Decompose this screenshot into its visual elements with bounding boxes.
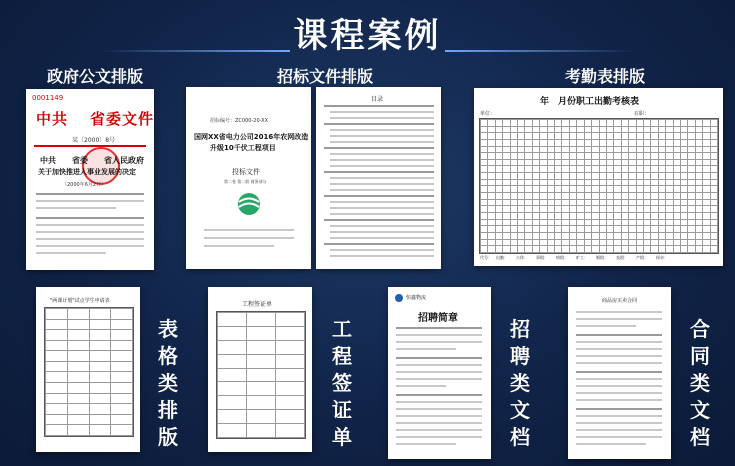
gov-serial: 0001149	[32, 94, 64, 102]
bid-number: 招标编号：ZC000-20-XX	[210, 118, 269, 124]
gov-header-left: 中共	[36, 110, 69, 128]
sign-grid	[216, 311, 306, 439]
attendance-unit: 单位：	[480, 111, 496, 117]
bid-title-1: 国网XX省电力公司2016年农网改造	[194, 133, 309, 141]
state-grid-logo-icon	[234, 191, 264, 217]
toc-heading: 目录	[371, 96, 384, 103]
gov-doc-number: 某〔2000〕8号	[72, 137, 116, 144]
form-grid	[44, 307, 134, 437]
recruit-logo-text: 恒鑫物流	[406, 295, 427, 301]
section-recruit: 招 聘 类 文 档	[510, 317, 530, 449]
bid-volume: 第二卷 第二册 商务部分	[224, 179, 267, 184]
contract-title: 商品房买卖合同	[602, 298, 638, 304]
section-contract: 合 同 类 文 档	[690, 317, 710, 449]
attendance-staff: 在职：	[634, 111, 650, 117]
gov-date: （2000年6月2日）	[62, 182, 107, 188]
recruit-document[interactable]	[388, 287, 491, 459]
attendance-grid	[479, 118, 719, 254]
bid-toc-document[interactable]	[316, 87, 441, 269]
form-document[interactable]	[36, 287, 140, 452]
bid-subtitle: 投标文件	[232, 168, 260, 176]
section-gov: 政府公文排版	[46, 67, 143, 86]
contract-document[interactable]	[568, 287, 671, 459]
form-title: "两课计划"试点学生申请表	[50, 298, 110, 304]
gov-line2: 关于加快推进人事业发展的决定	[38, 168, 136, 176]
title-deco-right	[445, 50, 635, 52]
gov-red-rule	[34, 145, 146, 147]
sign-title: 工程签证单	[242, 301, 273, 308]
gov-document[interactable]	[26, 89, 154, 270]
gov-header-right: 省委文件	[90, 110, 154, 128]
gov-line1-right: 省人民政府	[104, 156, 144, 165]
attendance-footer: 代号： 出勤： 公休： 事假： 病假： 旷工： 婚假： 丧假： 产假： 探亲：	[480, 255, 668, 260]
attendance-title: 年 月份职工出勤考核表	[540, 97, 640, 107]
section-attendance: 考勤表排版	[564, 67, 645, 86]
gov-seal-stamp	[82, 147, 120, 185]
section-contract-sign: 工 程 签 证 单	[332, 317, 352, 449]
attendance-document[interactable]	[474, 88, 723, 266]
section-bid: 招标文件排版	[276, 67, 373, 86]
section-form: 表 格 类 排 版	[158, 317, 178, 449]
company-logo-icon	[394, 293, 404, 303]
bid-cover-document[interactable]	[186, 87, 311, 269]
sign-document[interactable]	[208, 287, 312, 452]
page-title: 课程案例	[293, 16, 442, 56]
gov-line1-left: 中共	[40, 156, 56, 165]
gov-line1-mid: 省委	[72, 156, 88, 165]
bid-title-2: 升级10千伏工程项目	[210, 144, 276, 152]
recruit-title: 招聘简章	[418, 313, 458, 324]
title-deco-left	[100, 50, 290, 52]
